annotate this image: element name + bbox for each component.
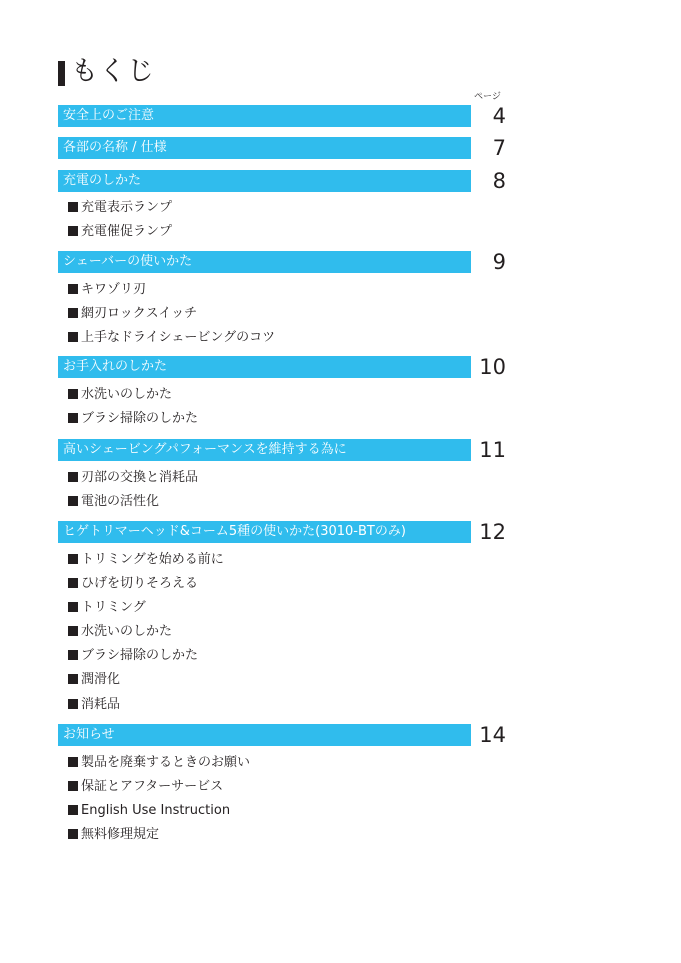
square-bullet-icon bbox=[68, 389, 78, 399]
toc-item[interactable]: 網刃ロックスイッチ bbox=[68, 306, 197, 322]
square-bullet-icon bbox=[68, 578, 78, 588]
section-label: 高いシェービングパフォーマンスを維持する為に bbox=[63, 442, 347, 457]
square-bullet-icon bbox=[68, 781, 78, 791]
section-maintenance[interactable] bbox=[58, 356, 471, 378]
section-trimmer[interactable] bbox=[58, 521, 471, 543]
toc-item[interactable]: ブラシ掃除のしかた bbox=[68, 648, 198, 664]
section-page-number: 11 bbox=[479, 438, 506, 462]
toc-item[interactable]: トリミングを始める前に bbox=[68, 552, 224, 568]
square-bullet-icon bbox=[68, 757, 78, 767]
square-bullet-icon bbox=[68, 308, 78, 318]
section-label: 充電のしかた bbox=[63, 173, 142, 188]
square-bullet-icon bbox=[68, 472, 78, 482]
title-accent-bar bbox=[58, 61, 65, 86]
square-bullet-icon bbox=[68, 805, 78, 815]
toc-item[interactable]: 水洗いのしかた bbox=[68, 387, 172, 403]
section-label: ヒゲトリマーヘッド&コーム5種の使いかた(3010-BTのみ) bbox=[63, 524, 406, 539]
section-page-number: 4 bbox=[492, 104, 506, 128]
toc-item[interactable]: 潤滑化 bbox=[68, 672, 120, 688]
section-safety[interactable] bbox=[58, 105, 471, 127]
toc-item[interactable]: 保証とアフターサービス bbox=[68, 779, 223, 795]
toc-item[interactable]: 無料修理規定 bbox=[68, 827, 159, 843]
toc-item[interactable]: キワゾリ刃 bbox=[68, 282, 146, 298]
section-charging[interactable] bbox=[58, 170, 471, 192]
section-label: 安全上のご注意 bbox=[63, 108, 155, 123]
square-bullet-icon bbox=[68, 650, 78, 660]
square-bullet-icon bbox=[68, 202, 78, 212]
page-title: もくじ bbox=[71, 56, 155, 87]
section-page-number: 7 bbox=[492, 136, 506, 160]
section-performance[interactable] bbox=[58, 439, 471, 461]
section-parts-specs[interactable] bbox=[58, 137, 471, 159]
toc-item[interactable]: 充電催促ランプ bbox=[68, 224, 172, 240]
toc-item[interactable]: 充電表示ランプ bbox=[68, 200, 172, 216]
square-bullet-icon bbox=[68, 602, 78, 612]
square-bullet-icon bbox=[68, 332, 78, 342]
section-shaver-usage[interactable] bbox=[58, 251, 471, 273]
square-bullet-icon bbox=[68, 496, 78, 506]
square-bullet-icon bbox=[68, 829, 78, 839]
toc-item[interactable]: 刃部の交換と消耗品 bbox=[68, 470, 198, 486]
toc-item[interactable]: 水洗いのしかた bbox=[68, 624, 172, 640]
section-page-number: 10 bbox=[479, 355, 506, 379]
section-label: 各部の名称 / 仕様 bbox=[63, 140, 167, 155]
square-bullet-icon bbox=[68, 226, 78, 236]
toc-item[interactable]: 消耗品 bbox=[68, 697, 120, 713]
toc-item[interactable]: 電池の活性化 bbox=[68, 494, 159, 510]
toc-item[interactable]: ブラシ掃除のしかた bbox=[68, 411, 198, 427]
square-bullet-icon bbox=[68, 413, 78, 423]
square-bullet-icon bbox=[68, 674, 78, 684]
square-bullet-icon bbox=[68, 554, 78, 564]
toc-item[interactable]: 上手なドライシェービングのコツ bbox=[68, 330, 275, 346]
section-label: お知らせ bbox=[63, 727, 115, 742]
section-notices[interactable] bbox=[58, 724, 471, 746]
page-column-label: ページ bbox=[474, 92, 501, 102]
square-bullet-icon bbox=[68, 284, 78, 294]
section-label: シェーバーの使いかた bbox=[63, 254, 193, 269]
toc-item[interactable]: 製品を廃棄するときのお願い bbox=[68, 755, 250, 771]
square-bullet-icon bbox=[68, 699, 78, 709]
section-page-number: 12 bbox=[479, 520, 506, 544]
section-page-number: 9 bbox=[492, 250, 506, 274]
square-bullet-icon bbox=[68, 626, 78, 636]
section-label: お手入れのしかた bbox=[63, 359, 168, 374]
toc-item[interactable]: トリミング bbox=[68, 600, 146, 616]
section-page-number: 8 bbox=[492, 169, 506, 193]
toc-item[interactable]: English Use Instruction bbox=[68, 803, 230, 819]
toc-item[interactable]: ひげを切りそろえる bbox=[68, 576, 198, 592]
section-page-number: 14 bbox=[479, 723, 506, 747]
